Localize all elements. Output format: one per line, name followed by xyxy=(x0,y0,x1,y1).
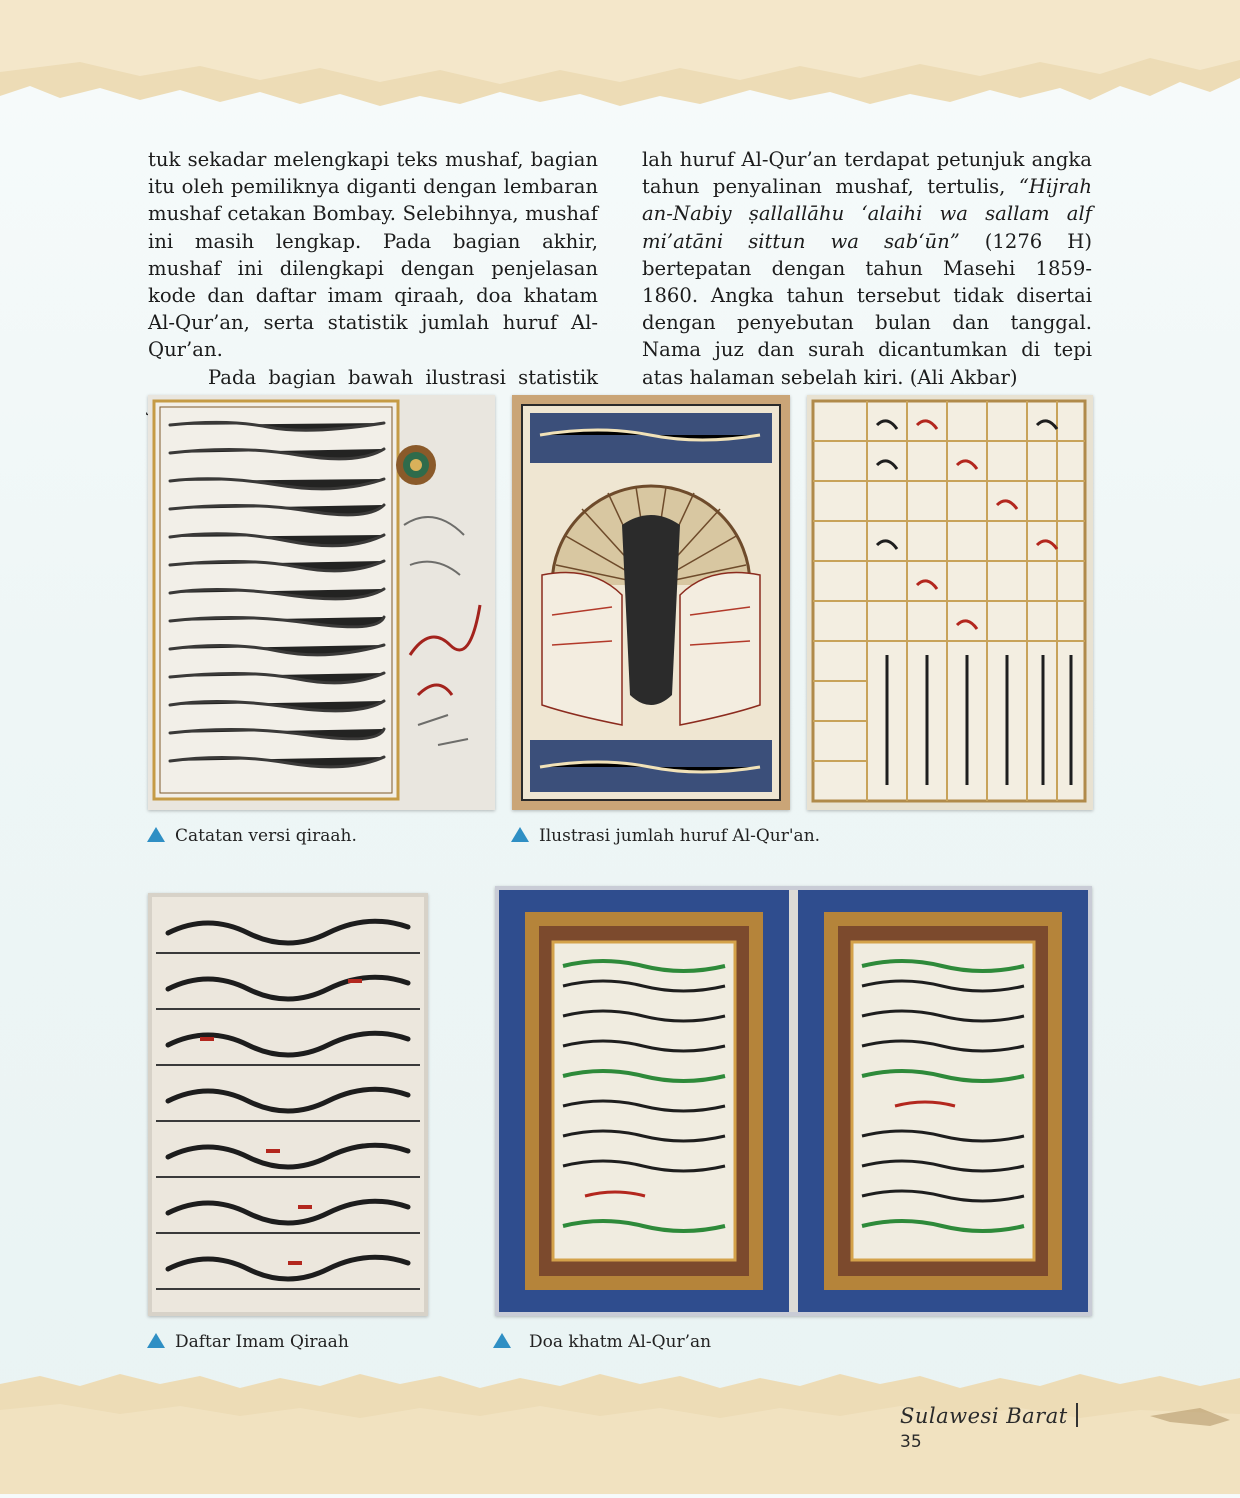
triangle-marker-icon xyxy=(147,827,165,842)
caption-text: Ilustrasi jumlah huruf Al-Qur'an. xyxy=(539,826,821,846)
caption-text: Doa khatm Al-Qur’an xyxy=(529,1332,712,1352)
triangle-marker-icon xyxy=(147,1333,165,1348)
caption-khatm-prayer xyxy=(493,1332,711,1352)
paragraph-text: (1276 H) bertepatan dengan tahun Masehi 1859-1860. Angka tahun tersebut tidak disertai dengan penyebutan bulan dan tanggal. Nama juz dan surah dicantumkan di tepi atas halaman sebelah kiri. (Ali Akbar) xyxy=(642,229,1093,389)
caption-imam-list xyxy=(147,1332,349,1352)
footer-title: Sulawesi Barat xyxy=(900,1404,1068,1428)
photo-qiraah-notes xyxy=(148,395,495,810)
torn-paper-top xyxy=(0,0,1240,110)
photo-letter-count-illustration xyxy=(512,395,790,810)
triangle-marker-icon xyxy=(511,827,529,842)
photo-letter-table xyxy=(807,395,1093,810)
page-footer xyxy=(900,1403,1100,1452)
caption-letter-count xyxy=(511,826,820,846)
paragraph-text: lah huruf Al-Qur’an terdapat petunjuk angka tahun penyalinan mushaf, tertulis, xyxy=(642,148,1092,199)
caption-qiraah-notes xyxy=(147,826,357,846)
text-column-right xyxy=(642,146,1092,391)
text-column-left xyxy=(148,146,598,418)
page-number: 35 xyxy=(900,1432,922,1452)
photo-imam-list xyxy=(148,893,428,1316)
arabic-transliteration: “Hijrah an-Nabiy ṣallallāhu ‘alaihi wa sallam alf mi’atāni sittun wa sab‘ūn” xyxy=(642,175,1092,253)
paragraph: Pada bagian bawah ilustrasi statistik xyxy=(208,365,598,389)
caption-text: Catatan versi qiraah. xyxy=(175,826,357,846)
photo-khatm-prayer xyxy=(495,886,1092,1316)
footer-separator xyxy=(1076,1403,1078,1427)
paragraph xyxy=(642,146,1092,391)
caption-text: Daftar Imam Qiraah xyxy=(175,1332,349,1352)
triangle-marker-icon xyxy=(493,1333,511,1348)
paragraph: tuk sekadar melengkapi teks mushaf, bagian itu oleh pemiliknya diganti dengan lembaran mushaf cetakan Bombay. Selebihnya, mushaf ini masih lengkap. Pada bagian akhir, mushaf ini dilengkapi dengan penjelasan kode dan daftar imam qiraah, doa khatam Al-Qur’an, serta statistik jumlah huruf Al-Qur’an. xyxy=(148,148,598,362)
